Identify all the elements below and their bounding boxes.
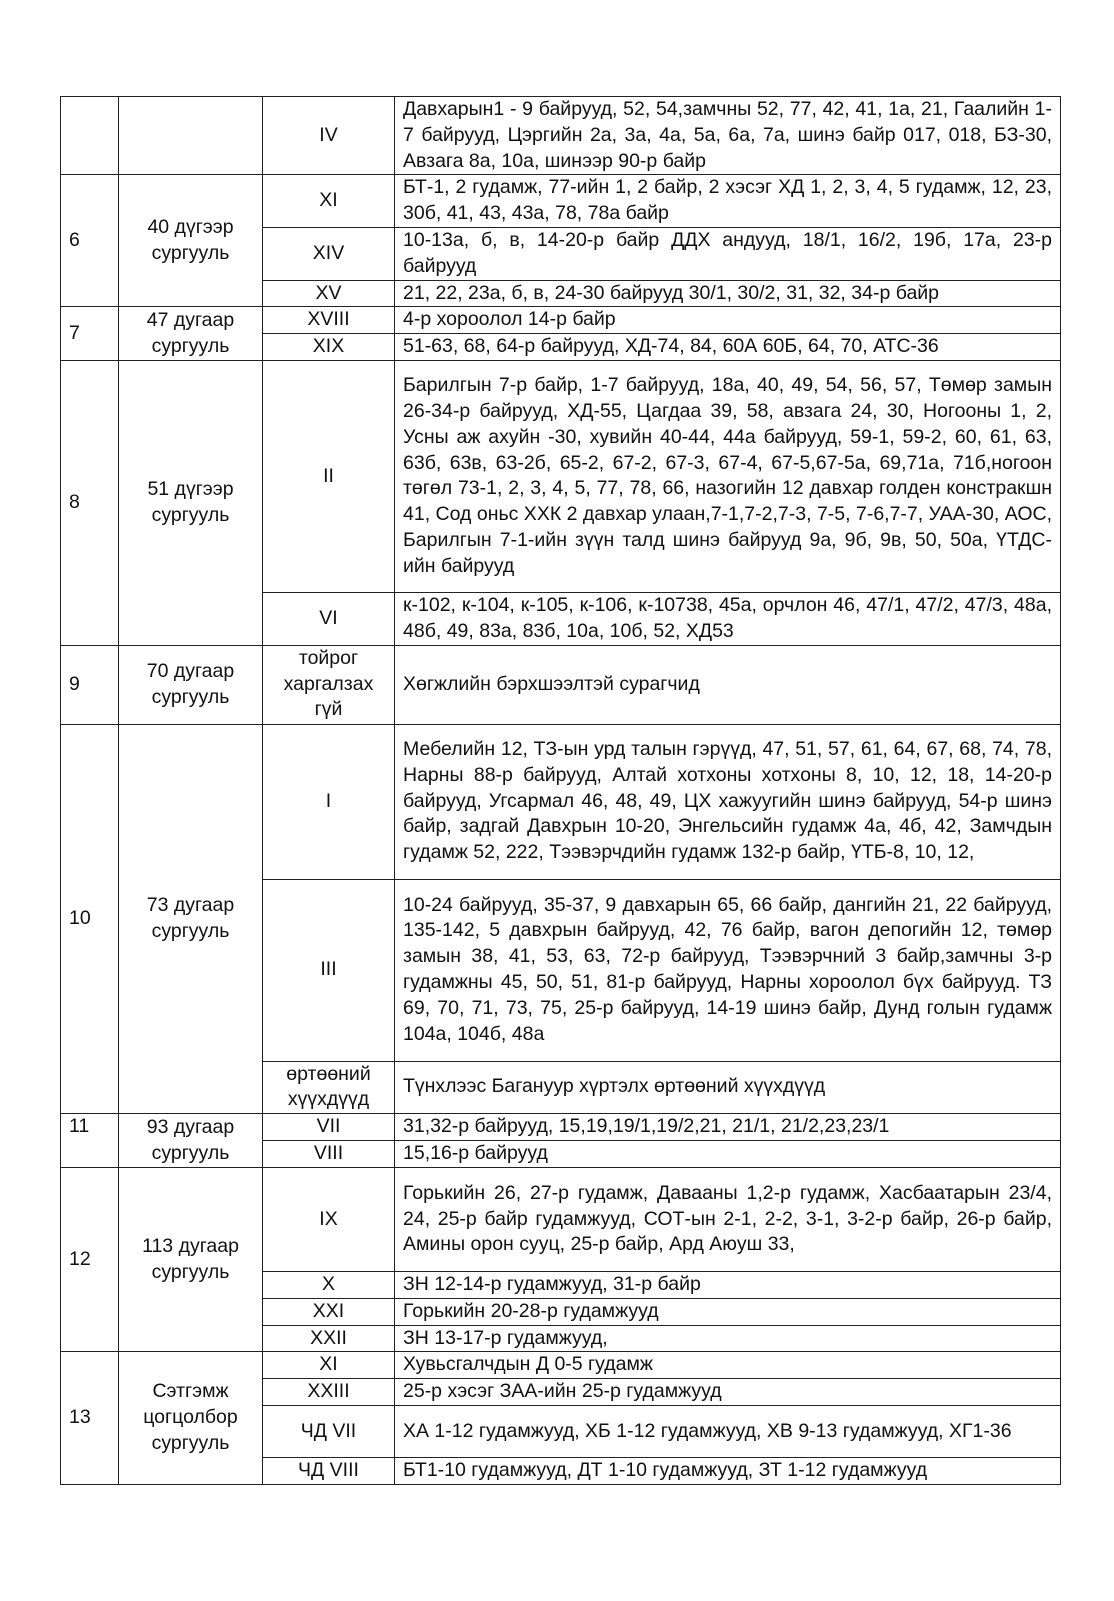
section-cell: XI <box>263 175 395 228</box>
row-number-cell <box>61 97 119 175</box>
section-cell: IX <box>263 1167 395 1271</box>
school-cell: 93 дугаар сургууль <box>119 1114 263 1168</box>
address-cell: ЗН 13-17-р гудамжууд, <box>395 1325 1061 1352</box>
address-cell: 15,16-р байрууд <box>395 1141 1061 1168</box>
address-cell: Горькийн 26, 27-р гудамж, Давааны 1,2-р гудамж, Хасбаатарын 23/4, 24, 25-р байр гудамжууд, СОТ-ын 2-1, 2-2, 3-1, 3-2-р байр, 26-р байр, Амины орон сууц, 25-р байр, Ард Аюуш 33, <box>395 1167 1061 1271</box>
section-cell: VII <box>263 1114 395 1141</box>
row-number-cell: 10 <box>61 724 119 1114</box>
address-cell: 25-р хэсэг ЗАА-ийн 25-р гудамжууд <box>395 1379 1061 1406</box>
section-cell: XXII <box>263 1325 395 1352</box>
address-cell: к-102, к-104, к-105, к-106, к-10738, 45а, орчлон 46, 47/1, 47/2, 47/3, 48а, 48б, 49, 83а, 83б, 10а, 10б, 52, ХД53 <box>395 592 1061 645</box>
section-cell: II <box>263 360 395 592</box>
school-cell: 51 дүгээр сургууль <box>119 360 263 645</box>
address-cell: ХА 1-12 гудамжууд, ХБ 1-12 гудамжууд, ХВ 9-13 гудамжууд, ХГ1-36 <box>395 1405 1061 1457</box>
section-cell: XI <box>263 1352 395 1379</box>
row-number-cell: 6 <box>61 175 119 307</box>
address-cell: БТ1-10 гудамжууд, ДТ 1-10 гудамжууд, ЗТ 1-12 гудамжууд <box>395 1457 1061 1484</box>
row-number-cell: 11 <box>61 1114 119 1168</box>
section-cell: тойрог харгалзах гүй <box>263 645 395 724</box>
table-row <box>61 360 1061 592</box>
school-cell: 113 дугаар сургууль <box>119 1167 263 1351</box>
table-row <box>61 175 1061 228</box>
address-cell: Мебелийн 12, ТЗ-ын урд талын гэрүүд, 47, 51, 57, 61, 64, 67, 68, 74, 78, Нарны 88-р байрууд, Алтай хотхоны хотхоны 8, 10, 12, 18, 14-20-р байрууд, Угсармал 46, 48, 49, ЦХ хажуугийн шинэ байрууд, 54-р шинэ байр, задгай Давхрын 10-20, Энгельсийн гудамж 4а, 4б, 42, Замчдын гудамж 52, 222, Тээвэрчдийн гудамж 132-р байр, ҮТБ-8, 10, 12, <box>395 724 1061 879</box>
section-cell: XVIII <box>263 307 395 334</box>
section-cell: X <box>263 1271 395 1298</box>
table-row <box>61 1114 1061 1141</box>
address-cell: 10-13а, б, в, 14-20-р байр ДДХ андууд, 18/1, 16/2, 19б, 17а, 23-р байрууд <box>395 227 1061 280</box>
table-row <box>61 1352 1061 1379</box>
address-cell: ЗН 12-14-р гудамжууд, 31-р байр <box>395 1271 1061 1298</box>
school-cell: 40 дүгээр сургууль <box>119 175 263 307</box>
table-row <box>61 724 1061 879</box>
section-cell: I <box>263 724 395 879</box>
address-cell: Барилгын 7-р байр, 1-7 байрууд, 18а, 40, 49, 54, 56, 57, Төмөр замын 26-34-р байрууд, ХД-55, Цагдаа 39, 58, авзага 24, 30, Ногооны 1, 2, Усны аж ахуйн -30, хувийн 40-44, 44а байрууд, 59-1, 59-2, 60, 61, 63, 63б, 63в, 63-2б, 65-2, 67-2, 67-3, 67-4, 67-5,67-5а, 69,71а, 71б,ногоон төгөл 73-1, 2, 3, 4, 5, 77, 78, 66, назогийн 12 давхар голден констракшн 41, Сод оньс ХХК 2 давхар улаан,7-1,7-2,7-3, 7-5, 7-6,7-7, УАА-30, АОС, Барилгын 7-1-ийн зүүн талд шинэ байрууд 9а, 9б, 9в, 50, 50а, ҮТДС-ийн байрууд <box>395 360 1061 592</box>
section-cell: VIII <box>263 1141 395 1168</box>
address-cell: 4-р хороолол 14-р байр <box>395 307 1061 334</box>
section-cell: XIX <box>263 334 395 361</box>
address-cell: 10-24 байрууд, 35-37, 9 давхарын 65, 66 байр, дангийн 21, 22 байрууд, 135-142, 5 давхрын байрууд, 42, 76 байр, вагон депогийн 12, төмөр замын 38, 41, 53, 63, 72-р байрууд, Тээвэрчний 3 байр,замчны 3-р гудамжны 45, 50, 51, 81-р байрууд, Нарны хороолол бүх байрууд. ТЗ 69, 70, 71, 73, 75, 25-р байрууд, 14-19 шинэ байр, Дунд голын гудамж 104а, 104б, 48а <box>395 879 1061 1061</box>
section-cell: VI <box>263 592 395 645</box>
address-cell: БТ-1, 2 гудамж, 77-ийн 1, 2 байр, 2 хэсэг ХД 1, 2, 3, 4, 5 гудамж, 12, 23, 30б, 41, 43, 43а, 78, 78а байр <box>395 175 1061 228</box>
school-cell <box>119 97 263 175</box>
section-cell: XXI <box>263 1298 395 1325</box>
address-cell: 31,32-р байрууд, 15,19,19/1,19/2,21, 21/1, 21/2,23,23/1 <box>395 1114 1061 1141</box>
row-number-cell: 8 <box>61 360 119 645</box>
address-cell: Давхарын1 - 9 байрууд, 52, 54,замчны 52, 77, 42, 41, 1а, 21, Гаалийн 1-7 байрууд, Цэргийн 2а, 3а, 4а, 5а, 6а, 7а, шинэ байр 017, 018, БЗ-30, Авзага 8а, 10а, шинээр 90-р байр <box>395 97 1061 175</box>
section-cell: өртөөний хүүхдүүд <box>263 1061 395 1114</box>
section-cell: III <box>263 879 395 1061</box>
section-cell: XXIII <box>263 1379 395 1406</box>
district-school-table <box>60 96 1061 1485</box>
school-cell: Сэтгэмж цогцолбор сургууль <box>119 1352 263 1484</box>
table-row <box>61 307 1061 334</box>
section-cell: ЧД VIII <box>263 1457 395 1484</box>
section-cell: XV <box>263 280 395 307</box>
address-cell: 51-63, 68, 64-р байрууд, ХД-74, 84, 60А 60Б, 64, 70, АТС-36 <box>395 334 1061 361</box>
address-cell: Хөгжлийн бэрхшээлтэй сурагчид <box>395 645 1061 724</box>
address-cell: Түнхлээс Багануур хүртэлх өртөөний хүүхдүүд <box>395 1061 1061 1114</box>
table-row <box>61 97 1061 175</box>
row-number-cell: 9 <box>61 645 119 724</box>
row-number-cell: 7 <box>61 307 119 361</box>
row-number-cell: 12 <box>61 1167 119 1351</box>
school-cell: 47 дугаар сургууль <box>119 307 263 361</box>
row-number-cell: 13 <box>61 1352 119 1484</box>
school-cell: 73 дугаар сургууль <box>119 724 263 1114</box>
address-cell: 21, 22, 23а, б, в, 24-30 байрууд 30/1, 30/2, 31, 32, 34-р байр <box>395 280 1061 307</box>
section-cell: IV <box>263 97 395 175</box>
section-cell: XIV <box>263 227 395 280</box>
section-cell: ЧД VII <box>263 1405 395 1457</box>
school-cell: 70 дугаар сургууль <box>119 645 263 724</box>
table-row <box>61 645 1061 724</box>
address-cell: Хувьсгалчдын Д 0-5 гудамж <box>395 1352 1061 1379</box>
table-row <box>61 1167 1061 1271</box>
address-cell: Горькийн 20-28-р гудамжууд <box>395 1298 1061 1325</box>
